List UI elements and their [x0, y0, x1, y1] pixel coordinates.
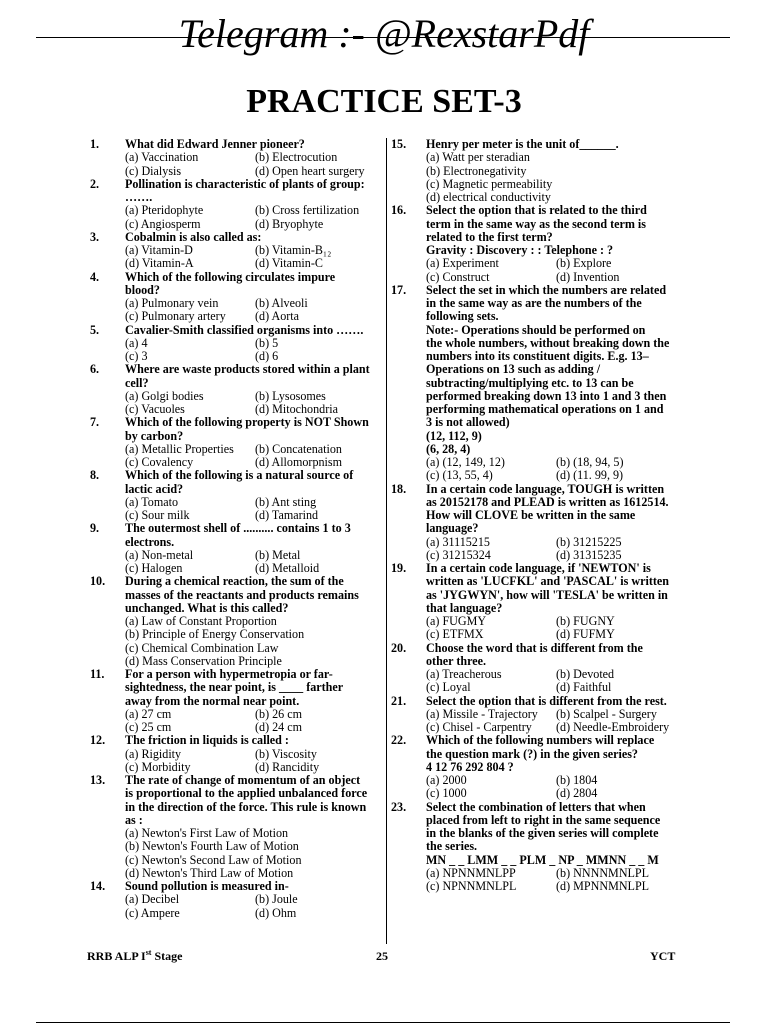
question-number: 18.	[391, 481, 407, 496]
option: (a) Pteridophyte	[125, 203, 204, 218]
question-text: Cavalier-Smith classified organisms into …….	[125, 322, 364, 337]
option-row	[125, 893, 383, 906]
question-text: Which of the following is a natural source of	[125, 468, 354, 483]
option: (c) 1000	[426, 786, 467, 801]
question-text: in the blanks of the given series will complete	[426, 826, 659, 840]
option: (b) Scalpel - Surgery	[556, 706, 657, 721]
question-number: 23.	[391, 799, 407, 814]
option: (a) Missile - Trajectory	[426, 706, 538, 721]
question-number: 13.	[90, 773, 106, 787]
option-row	[125, 390, 383, 403]
question-item	[87, 522, 383, 575]
question-number: 7.	[90, 415, 100, 430]
option-row	[426, 708, 682, 721]
question-text: Choose the word that is different from the	[426, 640, 643, 655]
question-text: blood?	[125, 282, 160, 297]
option: (c) 3	[125, 349, 148, 363]
option: (d) Vitamin-C	[255, 256, 323, 271]
question-text: The outermost shell of .......... contains 1 to 3	[125, 521, 351, 536]
option-row	[426, 787, 682, 800]
question-text: 4 12 76 292 804 ?	[426, 759, 514, 774]
question-number: 10.	[90, 574, 106, 589]
question-text: performing mathematical operations on 1 and	[426, 402, 664, 416]
question-number: 19.	[391, 561, 407, 575]
question-text: Select the option that is different from the rest.	[426, 693, 667, 708]
option: (d) Needle-Embroidery	[556, 720, 670, 734]
question-number: 1.	[90, 137, 100, 151]
question-text: following sets.	[426, 309, 499, 324]
option: (a) Decibel	[125, 892, 180, 907]
question-text: in the direction of the force. This rule is known	[125, 799, 367, 814]
question-text: as 20152178 and PLEAD is written as 1612514.	[426, 494, 669, 509]
option-row	[426, 668, 682, 681]
option-row	[125, 403, 383, 416]
question-text: Gravity : Discovery : : Telephone : ?	[426, 243, 614, 257]
option: (c) Angiosperm	[125, 216, 201, 231]
option: (b) Concatenation	[255, 441, 342, 456]
footer-left: RRB ALP Ist Stage	[87, 948, 183, 963]
option: (b) FUGNY	[556, 614, 615, 628]
option: (b) 5	[255, 335, 279, 350]
option: (c) Chisel - Carpentry	[426, 720, 532, 734]
option: (d) Rancidity	[255, 759, 320, 774]
option-row	[125, 748, 383, 761]
option-row	[426, 774, 682, 787]
question-text: that language?	[426, 600, 503, 615]
option-row	[426, 536, 682, 549]
bottom-rule	[36, 1022, 730, 1023]
option-row	[426, 880, 682, 893]
option: (d) FUFMY	[556, 627, 615, 642]
option-row	[125, 907, 383, 920]
option: (b) Metal	[255, 547, 301, 562]
question-number: 8.	[90, 468, 100, 483]
option: (c) Covalency	[125, 455, 194, 469]
question-text: the series.	[426, 839, 478, 854]
option: (a) 2000	[426, 773, 467, 787]
option-row	[125, 151, 383, 164]
question-text: Which of the following circulates impure	[125, 269, 336, 284]
question-text: masses of the reactants and products remains	[125, 587, 359, 602]
option: (d) Faithful	[556, 680, 612, 695]
question-item	[388, 562, 682, 642]
option-row	[125, 721, 383, 734]
question-number: 3.	[90, 229, 100, 244]
question-item	[87, 324, 383, 364]
question-text: other three.	[426, 653, 487, 668]
option: (c) Newton's Second Law of Motion	[125, 852, 302, 867]
option: (c) 31215324	[426, 547, 491, 562]
option: (a) 4	[125, 335, 148, 350]
option: (a) Newton's First Law of Motion	[125, 826, 289, 840]
option: (d) Allomorpnism	[255, 455, 343, 469]
option: (d) Bryophyte	[255, 216, 324, 231]
option-row	[125, 310, 383, 323]
question-number: 11.	[90, 667, 105, 681]
question-text: subtracting/multiplying etc. to 13 can be	[426, 375, 634, 390]
option: (a) Non-metal	[125, 547, 194, 562]
option: (c) Construct	[426, 269, 490, 284]
option: (a) FUGMY	[426, 614, 487, 628]
question-text: 3 is not allowed)	[426, 415, 510, 430]
question-text: (12, 112, 9)	[426, 428, 482, 443]
footer-right: YCT	[650, 949, 676, 963]
question-item	[388, 204, 682, 284]
question-text: MN _ _ LMM _ _ PLM _ NP _ MMNN _ _ M	[426, 852, 659, 867]
question-item	[87, 363, 383, 416]
question-text: by carbon?	[125, 428, 184, 443]
question-item	[87, 178, 383, 231]
option: (c) Sour milk	[125, 508, 190, 522]
question-text: …….	[125, 190, 153, 204]
option-row	[125, 549, 383, 562]
question-number: 2.	[90, 176, 100, 191]
option: (a) (12, 149, 12)	[426, 455, 505, 469]
option: (d) 24 cm	[255, 720, 303, 734]
option: (c) Chemical Combination Law	[125, 640, 279, 655]
question-item	[388, 734, 682, 800]
option-row	[125, 257, 383, 270]
question-text: In a certain code language, if 'NEWTON' is	[426, 561, 651, 575]
question-item	[87, 416, 383, 469]
question-text: Note:- Operations should be performed on	[426, 322, 646, 337]
option: (b) Lysosomes	[255, 388, 326, 403]
option: (a) Watt per steradian	[426, 150, 530, 165]
question-item	[388, 695, 682, 735]
option: (b) 1804	[556, 773, 598, 787]
question-text: Sound pollution is measured in-	[125, 879, 289, 893]
question-text: as :	[125, 812, 143, 827]
option: (b) Alveoli	[255, 296, 308, 310]
option: (d) 6	[255, 349, 279, 363]
option: (d) 31315235	[556, 547, 622, 562]
option: (d) Ohm	[255, 905, 297, 920]
option: (d) MPNNMNLPL	[556, 879, 650, 893]
option: (d) Newton's Third Law of Motion	[125, 865, 294, 880]
question-item	[87, 734, 383, 774]
option: (a) Tomato	[125, 494, 178, 509]
question-text: numbers into its constituent digits. E.g. 13–	[426, 349, 649, 363]
question-text: is proportional to the applied unbalanced force	[125, 786, 368, 801]
question-text: (6, 28, 4)	[426, 441, 471, 456]
option: (b) Vitamin-B₁₂	[255, 243, 332, 257]
option: (c) Halogen	[125, 561, 183, 575]
question-text: sightedness, the near point, is ____ farther	[125, 680, 344, 695]
question-number: 17.	[391, 282, 407, 297]
question-item	[388, 801, 682, 894]
option: (c) 25 cm	[125, 720, 172, 734]
option-row	[426, 469, 682, 482]
question-number: 4.	[90, 269, 100, 284]
option: (c) Loyal	[426, 680, 471, 695]
option-row	[125, 509, 383, 522]
option-row	[125, 562, 383, 575]
question-item	[87, 880, 383, 920]
option: (a) Vaccination	[125, 150, 199, 165]
option: (a) Vitamin-D	[125, 243, 193, 257]
option: (b) Joule	[255, 892, 298, 907]
question-text: away from the normal near point.	[125, 693, 300, 708]
question-item	[388, 483, 682, 563]
question-number: 16.	[391, 203, 407, 218]
option-row	[426, 271, 682, 284]
option: (b) Explore	[556, 256, 612, 271]
option: (c) Magnetic permeability	[426, 176, 553, 191]
option-row	[125, 204, 383, 217]
option-row	[426, 721, 682, 734]
question-item	[87, 138, 383, 178]
option: (b) Electronegativity	[426, 163, 527, 178]
option: (b) (18, 94, 5)	[556, 455, 624, 469]
option: (d) Open heart surgery	[255, 163, 365, 178]
question-text: cell?	[125, 375, 149, 390]
footer-page-number: 25	[376, 949, 388, 963]
question-text: During a chemical reaction, the sum of the	[125, 574, 344, 589]
question-text: performed breaking down 13 into 1 and 3 then	[426, 388, 667, 403]
option: (b) Cross fertilization	[255, 203, 360, 218]
question-number: 15.	[391, 137, 407, 151]
option: (d) Invention	[556, 269, 620, 284]
option: (c) NPNNMNLPL	[426, 879, 517, 893]
option-row	[426, 867, 682, 880]
option: (d) Metalloid	[255, 561, 320, 575]
question-text: Which of the following property is NOT Shown	[125, 415, 369, 430]
question-number: 6.	[90, 362, 100, 377]
option: (d) Tamarind	[255, 508, 319, 522]
question-text: language?	[426, 521, 479, 536]
option: (a) Rigidity	[125, 746, 182, 761]
option: (a) Law of Constant Proportion	[125, 614, 277, 628]
option-row	[426, 456, 682, 469]
question-item	[87, 668, 383, 734]
question-text: How will CLOVE be written in the same	[426, 508, 636, 522]
question-text: as 'JYGWYN', how will 'TESLA' be written in	[426, 587, 668, 602]
option: (b) Ant sting	[255, 494, 317, 509]
option-row	[125, 218, 383, 231]
option: (c) Ampere	[125, 905, 180, 920]
question-text: Select the combination of letters that when	[426, 799, 646, 814]
option: (d) 2804	[556, 786, 598, 801]
option: (a) Treacherous	[426, 667, 502, 681]
question-item	[87, 231, 383, 271]
option: (b) NNNNMNLPL	[556, 865, 650, 880]
option: (d) electrical conductivity	[426, 190, 551, 204]
option: (b) Newton's Fourth Law of Motion	[125, 839, 299, 854]
question-number: 21.	[391, 693, 407, 708]
option: (b) Devoted	[556, 667, 615, 681]
option-row	[125, 708, 383, 721]
question-item	[87, 469, 383, 522]
option: (d) Mitochondria	[255, 402, 338, 416]
question-item	[87, 774, 383, 880]
question-text: the question mark (?) in the given series?	[426, 746, 638, 761]
question-text: Pollination is characteristic of plants of group:	[125, 176, 365, 191]
option: (d) Vitamin-A	[125, 256, 194, 271]
question-text: The friction in liquids is called :	[125, 733, 289, 748]
question-text: lactic acid?	[125, 481, 184, 496]
question-number: 14.	[90, 879, 106, 893]
option: (a) 27 cm	[125, 706, 172, 721]
option: (a) Pulmonary vein	[125, 296, 219, 310]
question-text: Cobalmin is also called as:	[125, 229, 262, 244]
question-item	[388, 642, 682, 695]
question-text: Henry per meter is the unit of______.	[426, 137, 619, 151]
option-row	[125, 165, 383, 178]
option-row	[426, 615, 682, 628]
option: (a) 31115215	[426, 534, 490, 549]
option: (d) Mass Conservation Principle	[125, 653, 282, 668]
telegram-watermark: Telegram :- @RexstarPdf	[178, 11, 590, 56]
option-row	[125, 244, 383, 257]
question-text: Which of the following numbers will replace	[426, 733, 655, 748]
option-row	[426, 549, 682, 562]
question-number: 12.	[90, 733, 106, 748]
question-item	[388, 284, 682, 483]
question-text: What did Edward Jenner pioneer?	[125, 137, 305, 151]
option: (c) Dialysis	[125, 163, 182, 178]
question-number: 22.	[391, 733, 407, 748]
question-number: 20.	[391, 640, 407, 655]
question-text: electrons.	[125, 534, 175, 549]
option: (b) 26 cm	[255, 706, 303, 721]
option-row	[125, 350, 383, 363]
option-row	[125, 496, 383, 509]
question-text: placed from left to right in the same sequence	[426, 812, 661, 827]
option: (c) Pulmonary artery	[125, 309, 226, 324]
option: (c) ETFMX	[426, 627, 484, 642]
question-item	[87, 575, 383, 668]
question-item	[87, 271, 383, 324]
option: (b) Principle of Energy Conservation	[125, 627, 305, 642]
question-item	[388, 138, 682, 204]
option: (d) (11. 99, 9)	[556, 468, 624, 483]
option: (b) Viscosity	[255, 746, 317, 761]
option: (c) Morbidity	[125, 759, 191, 774]
option: (c) Vacuoles	[125, 402, 185, 416]
option-row	[125, 337, 383, 350]
option: (a) Experiment	[426, 256, 499, 271]
question-text: Select the set in which the numbers are related	[426, 282, 667, 297]
question-text: The rate of change of momentum of an object	[125, 773, 361, 787]
option-row	[125, 456, 383, 469]
question-number: 5.	[90, 322, 100, 337]
left-column	[87, 138, 383, 920]
option-row	[125, 761, 383, 774]
question-text: term in the same way as the second term is	[426, 216, 646, 231]
question-text: For a person with hypermetropia or far-	[125, 667, 333, 681]
question-text: written as 'LUCFKL' and 'PASCAL' is written	[426, 574, 669, 589]
page-title: PRACTICE SET-3	[246, 83, 522, 120]
question-text: Where are waste products stored within a plant	[125, 362, 370, 377]
question-text: the whole numbers, without breaking down the	[426, 335, 670, 350]
option-row	[125, 297, 383, 310]
question-text: Operations on 13 such as adding /	[426, 362, 601, 377]
option: (a) Golgi bodies	[125, 388, 204, 403]
option-row	[125, 443, 383, 456]
right-column	[386, 138, 682, 944]
option: (b) Electrocution	[255, 150, 338, 165]
question-text: in the same way as are the numbers of the	[426, 296, 642, 310]
option-row	[426, 681, 682, 694]
option: (a) Metallic Properties	[125, 441, 234, 456]
option: (d) Aorta	[255, 309, 299, 324]
question-text: Select the option that is related to the third	[426, 203, 647, 218]
option-row	[426, 628, 682, 641]
option: (c) (13, 55, 4)	[426, 468, 493, 483]
question-text: unchanged. What is this called?	[125, 600, 289, 615]
option: (a) NPNNMNLPP	[426, 865, 516, 880]
option: (b) 31215225	[556, 534, 622, 549]
question-number: 9.	[90, 521, 100, 536]
question-text: In a certain code language, TOUGH is written	[426, 481, 665, 496]
question-text: related to the first term?	[426, 229, 553, 244]
option-row	[426, 257, 682, 270]
